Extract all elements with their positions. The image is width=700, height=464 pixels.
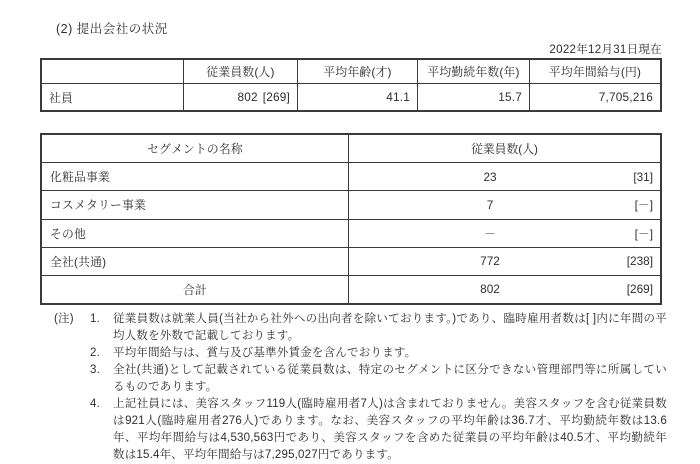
segment-count-temporary: [－] <box>634 198 653 213</box>
segment-count-cell <box>349 248 660 275</box>
segment-count-cell <box>349 191 660 218</box>
note-number: 3. <box>90 364 100 376</box>
header-employee-count: 従業員数(人) <box>184 60 298 83</box>
segment-count-temporary: [－] <box>634 226 653 241</box>
table-row <box>42 220 660 248</box>
segment-table <box>40 133 662 305</box>
note-text: 従業員数は就業人員(当社から社外への出向者を除いております。)であり、臨時雇用者数は[ ]内に年間の平均人数を外数で記載しております。 <box>113 313 667 342</box>
note-item-1 <box>54 311 667 345</box>
notes-label: (注) <box>54 313 74 325</box>
segment-count: 7 <box>486 197 494 212</box>
total-label: 合計 <box>42 276 349 303</box>
table-row <box>42 248 660 276</box>
header-average-age: 平均年齢(才) <box>298 60 418 83</box>
segment-count-temporary: [238] <box>626 254 653 269</box>
employee-count: 802 <box>237 90 258 104</box>
employee-count-temporary: [269] <box>262 90 290 104</box>
segment-count-cell <box>349 220 660 247</box>
segment-count: 772 <box>480 254 500 269</box>
segment-count-temporary: [31] <box>633 169 653 184</box>
note-number: 1. <box>90 313 100 325</box>
table-row <box>42 163 660 191</box>
page-title: (2) 提出会社の状況 <box>56 22 168 36</box>
employee-stats-data-row <box>42 84 660 110</box>
employee-stats-header-row <box>42 60 660 84</box>
segment-header-row <box>42 135 660 163</box>
note-item-2 <box>54 345 667 362</box>
employee-stats-table <box>40 58 662 112</box>
segment-count-cell <box>349 276 660 303</box>
note-number: 2. <box>90 347 100 359</box>
row-label: 社員 <box>42 84 184 110</box>
header-average-service-years: 平均勤続年数(年) <box>418 60 530 83</box>
total-count: 802 <box>480 282 500 297</box>
note-item-3 <box>54 362 667 396</box>
average-service-years-value: 15.7 <box>418 84 530 110</box>
header-average-annual-salary: 平均年間給与(円) <box>548 65 642 79</box>
notes-section <box>54 311 667 464</box>
average-age-value: 41.1 <box>298 84 418 110</box>
note-item-4 <box>54 396 667 464</box>
as-of-date: 2022年12月31日現在 <box>549 44 662 56</box>
note-text: 上記社員には、美容スタッフ119人(臨時雇用者7人)は含まれておりません。美容スタッフを含む従業員数は921人(臨時雇用者276人)であります。なお、美容スタッフの平均年齢は36.7才、平均勤続年数は13.6年、平均年間給与は4,530,563円であり、美容スタッフを含めた従業員の平均年齢は40.5才、平均勤続年数は15.4年、平均年間給与は7,295,027円であります。 <box>113 398 667 461</box>
note-text: 全社(共通)として記載されている従業員数は、特定のセグメントに区分できない管理部門等に所属しているものであります。 <box>113 364 667 393</box>
segment-count: 23 <box>483 169 497 184</box>
total-count-temporary: [269] <box>626 282 653 297</box>
note-number: 4. <box>90 398 100 410</box>
header-empty <box>42 60 184 83</box>
total-row <box>42 276 660 303</box>
segment-name: 化粧品事業 <box>42 163 349 190</box>
employee-count-cell <box>184 84 298 110</box>
segment-count-cell <box>349 163 660 190</box>
note-text: 平均年間給与は、賞与及び基準外賃金を含んでおります。 <box>113 347 417 359</box>
header-segment-employee-count: 従業員数(人) <box>471 142 538 157</box>
segment-name: その他 <box>42 220 349 247</box>
table-row <box>42 191 660 219</box>
header-segment-name: セグメントの名称 <box>42 135 349 162</box>
average-annual-salary-value: 7,705,216 <box>598 90 653 104</box>
segment-count: － <box>484 226 496 241</box>
segment-name: コスメタリー事業 <box>42 191 349 218</box>
segment-name: 全社(共通) <box>42 248 349 275</box>
